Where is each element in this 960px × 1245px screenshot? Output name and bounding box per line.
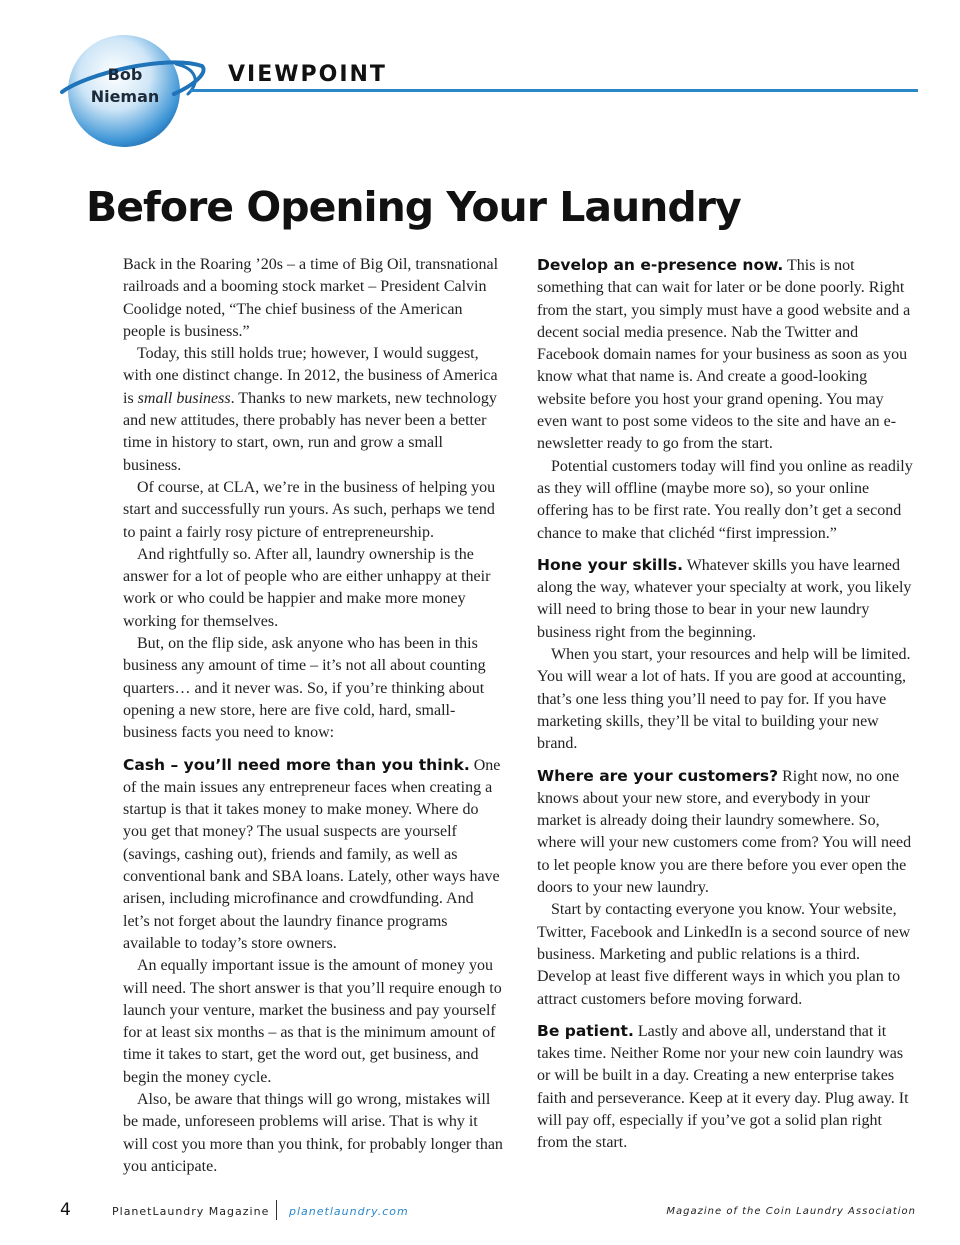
section-heading: Hone your skills. [537,555,683,574]
author-logo [56,34,208,154]
section-cash-paragraph [123,754,504,956]
section-label: VIEWPOINT [228,62,387,87]
section-customers-paragraph [537,765,917,900]
section-paragraph: Start by contacting everyone you know. Your website, Twitter, Facebook and LinkedIn is a second source of new business. Marketing and public relations is a third. Develop at least five different ways in which you plan to attract customers before moving forward. [537,901,911,1008]
section-epresence-paragraph [537,254,917,456]
section-heading: Where are your customers? [537,766,779,785]
section-paragraph: When you start, your resources and help will be limited. You will wear a lot of hats. If you are good at accounting, that’s one less thing you’ll need to pay for. If you have marketing skills, they’ll be vital to building your new brand. [537,646,911,753]
article-column-left [123,254,504,1178]
page-footer [0,1198,960,1228]
page-number: 4 [60,1200,71,1220]
section-heading: Be patient. [537,1021,634,1040]
section-paragraph: Potential customers today will find you online as readily as they will offline (maybe more so), so your online offering has to be first rate. You really don’t get a second chance to make that clichéd “first impression.” [537,457,913,542]
article-column-right [537,254,917,1155]
section-text: One of the main issues any entrepreneur faces when creating a startup is that it takes money to make money. Where do you get that money? The usual suspects are yourself (savings, cashing out), friends and family, as well as conventional bank and SBA loans. Lately, other ways have arisen, including microfinance and crowdfunding. And let’s not forget about the laundry finance programs available to today’s store owners. [123,756,501,952]
section-heading: Cash – you’ll need more than you think. [123,755,470,774]
footer-divider [276,1200,277,1220]
section-paragraph: Also, be aware that things will go wrong, mistakes will be made, unforeseen problems will arise. That is why it will cost you more than you think, for probably longer than you anticipate. [123,1090,503,1175]
section-paragraph: An equally important issue is the amount of money you will need. The short answer is that you’ll require enough to launch your venture, market the business and pay yourself for at least six months – as that is the minimum amount of time it takes to start, get the word out, get business, and begin the money cycle. [123,957,502,1086]
intro-paragraph: Of course, at CLA, we’re in the business of helping you start and successfully run yours. As such, perhaps we tend to paint a fairly rosy picture of entrepreneurship. [123,478,496,541]
section-text: Right now, no one knows about your new store, and everybody in your market is already doing their laundry somewhere. So, where will your new customers come from? You will need to let people know you are there before you ever open the doors to your new laundry. [537,767,912,897]
intro-paragraph: And rightfully so. After all, laundry ownership is the answer for a lot of people who are either unhappy at their work or who could be happier and make more money working for themselves. [123,545,491,630]
section-text: Lastly and above all, understand that it takes time. Neither Rome nor your new coin laundry was or will be built in a day. Creating a new enterprise takes faith and perseverance. Keep at it every day. Plug away. It will pay off, especially if you’ve got a solid plan right from the start. [537,1022,909,1152]
website-link[interactable]: planetlaundry.com [289,1205,409,1218]
author-last-name: Nieman [90,87,160,106]
magazine-tagline: Magazine of the Coin Laundry Association [666,1206,916,1217]
section-patient-paragraph [537,1020,917,1155]
section-text: This is not something that can wait for later or be done poorly. Right from the start, you simply must have a good website and a decent social media presence. Nab the Twitter and Facebook domain names for your business as soon as you know what that name is. And create a good-looking website before you host your grand opening. You may even want to post some videos to the site and have an e-newsletter ready to go from the start. [537,257,911,453]
section-skills-paragraph [537,554,917,644]
magazine-name: PlanetLaundry Magazine [112,1205,270,1218]
article-title: Before Opening Your Laundry [86,183,741,231]
emphasis-text: small business [137,389,231,407]
author-name [70,64,180,108]
intro-paragraph: Today, this still holds true; however, I would suggest, with one distinct change. In 2012, the business of America is small business. Thanks to new markets, new technology and new attitudes, there probably has never been a better time in history to start, own, run and grow a small business. [123,345,498,474]
intro-paragraph: But, on the flip side, ask anyone who has been in this business any amount of time – it’s not all about counting quarters… and it never was. So, if you’re thinking about opening a new store, here are five cold, hard, small-business facts you need to know: [123,635,486,742]
author-first-name: Bob [107,65,143,84]
section-text: Whatever skills you have learned along the way, whatever your specialty at work, you likely will need to bring those to bear in your new laundry business right from the beginning. [537,556,912,641]
section-heading: Develop an e-presence now. [537,256,784,274]
header-rule [190,89,918,92]
intro-paragraph: Back in the Roaring ’20s – a time of Big Oil, transnational railroads and a booming stock market – President Calvin Coolidge noted, “The chief business of the American people is business.” [123,256,499,340]
